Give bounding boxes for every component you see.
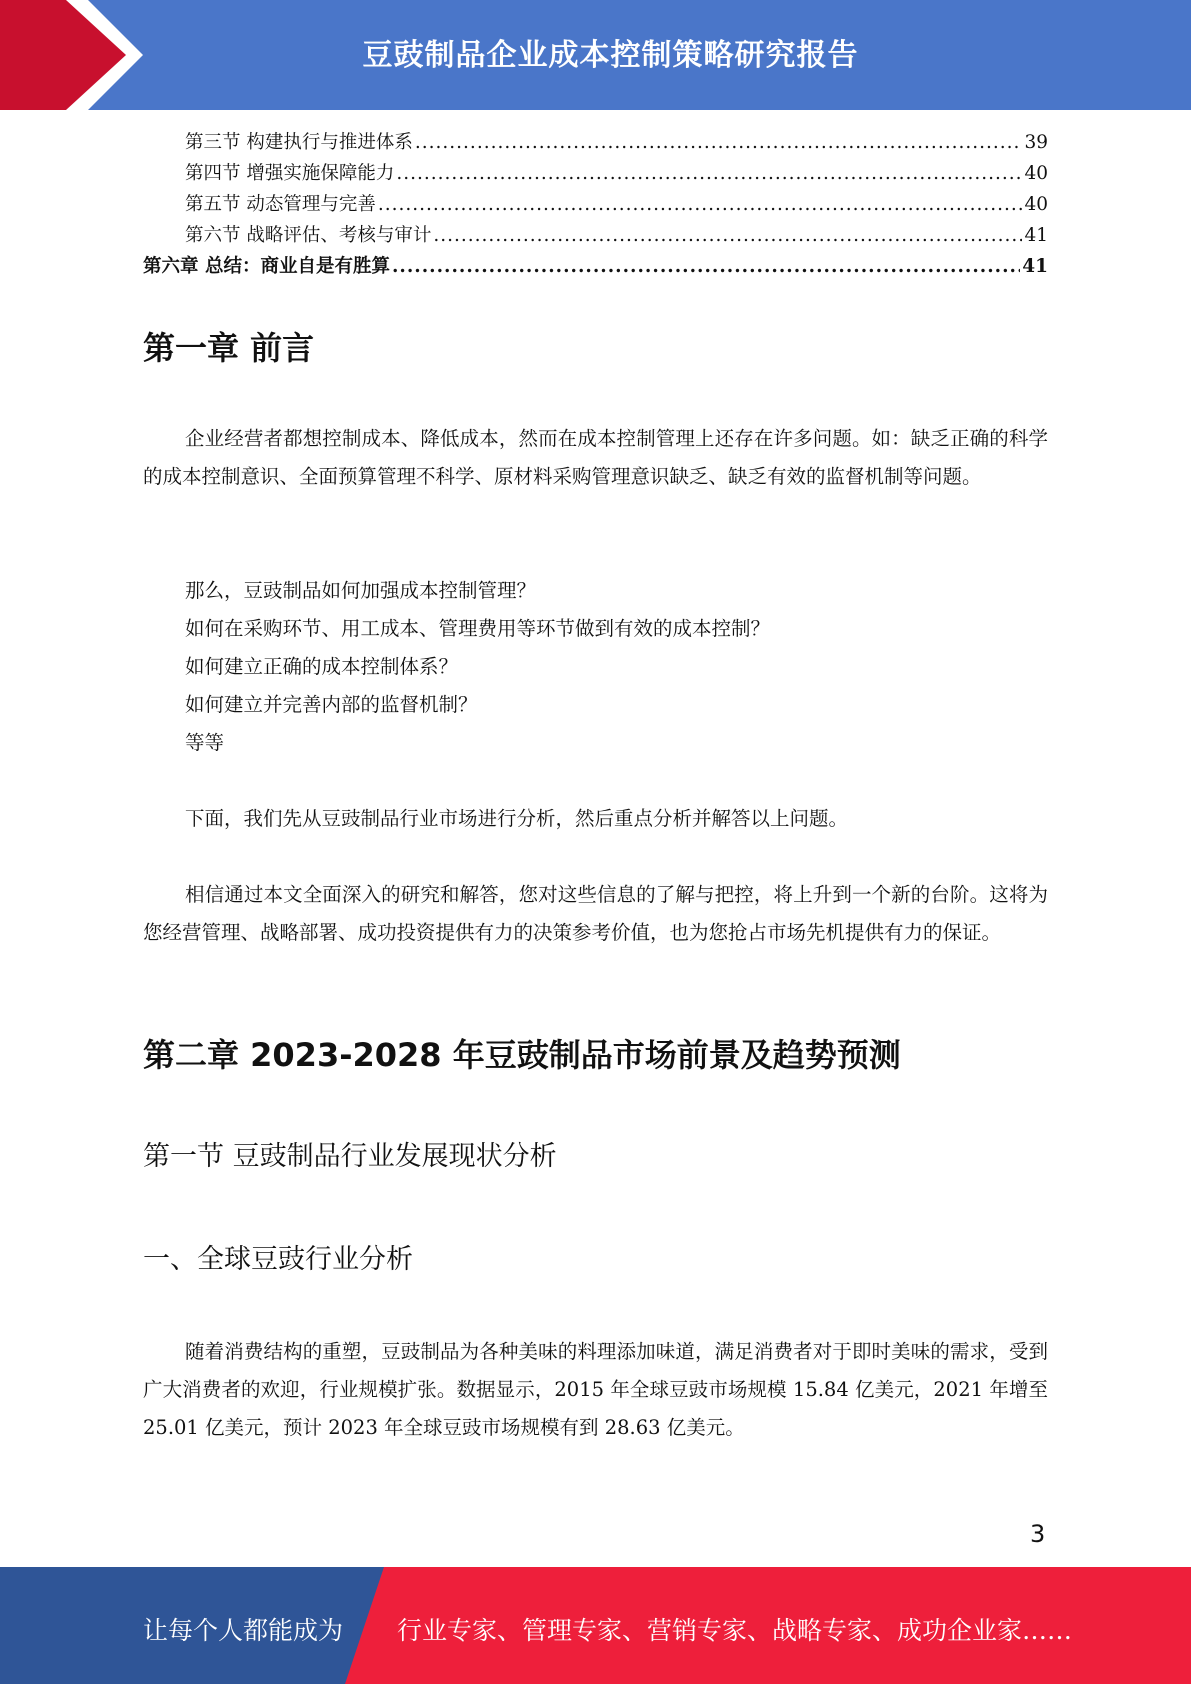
question-line: 等等 <box>185 731 225 754</box>
chapter2-subsection1-block <box>143 1243 1048 1277</box>
toc-item-page: 41 <box>1024 225 1048 246</box>
section-title: 第一节 豆豉制品行业发展现状分析 <box>143 1141 557 1172</box>
toc-item[interactable] <box>143 159 1048 190</box>
toc-chapter-item[interactable] <box>143 252 1048 283</box>
chapter1-title: 第一章 前言 <box>143 329 315 367</box>
footer-banner <box>0 1567 1191 1684</box>
question-line: 那么，豆豉制品如何加强成本控制管理？ <box>185 579 537 602</box>
toc-item-page: 41 <box>1022 256 1048 277</box>
toc-item-label: 第四节 增强实施保障能力 <box>185 163 395 184</box>
header-banner <box>0 0 1191 110</box>
chapter2-heading-block <box>143 1035 1048 1075</box>
toc-item-label: 第三节 构建执行与推进体系 <box>185 132 413 153</box>
toc-item-label: 第六节 战略评估、考核与审计 <box>185 225 432 246</box>
chapter1-intro-block <box>143 420 1048 496</box>
chapter1-paragraph-2: 下面，我们先从豆豉制品行业市场进行分析，然后重点分析并解答以上问题。 <box>185 807 849 830</box>
toc-item-label: 第六章 总结：商业自是有胜算 <box>143 256 390 277</box>
chapter1-questions <box>143 572 1048 762</box>
question-line: 如何建立正确的成本控制体系？ <box>185 655 459 678</box>
footer-slogan-left: 让每个人都能成为 <box>143 1616 344 1645</box>
toc-item-page: 40 <box>1024 163 1048 184</box>
chapter1-para2-block <box>143 800 1048 838</box>
chapter1-intro-paragraph: 企业经营者都想控制成本、降低成本，然而在成本控制管理上还存在许多问题。如：缺乏正确的科学的成本控制意识、全面预算管理不科学、原材料采购管理意识缺乏、缺乏有效的监督机制等问题。 <box>143 427 1048 488</box>
chapter1-heading-block <box>143 328 1048 368</box>
chapter2-para1-block <box>143 1333 1048 1447</box>
chapter2-title: 第二章 2023-2028 年豆豉制品市场前景及趋势预测 <box>143 1036 901 1074</box>
toc-leader-dots <box>378 194 1023 215</box>
toc-item-page: 39 <box>1024 132 1048 153</box>
toc-leader-dots <box>415 132 1023 153</box>
page-number: 3 <box>1030 1520 1046 1548</box>
footer-slogan-right: 行业专家、管理专家、营销专家、战略专家、成功企业家…… <box>397 1616 1073 1645</box>
toc-item[interactable] <box>143 221 1048 252</box>
chapter1-paragraph-3: 相信通过本文全面深入的研究和解答，您对这些信息的了解与把控，将上升到一个新的台阶。这将为您经营管理、战略部署、成功投资提供有力的决策参考价值，也为您抢占市场先机提供有力的保证。 <box>143 883 1048 944</box>
toc-leader-dots <box>433 225 1022 246</box>
chapter2-section1-block <box>143 1140 1048 1174</box>
chapter2-paragraph-1: 随着消费结构的重塑，豆豉制品为各种美味的料理添加味道，满足消费者对于即时美味的需求，受到广大消费者的欢迎，行业规模扩张。数据显示，2015 年全球豆豉市场规模 15.84 亿美元，2021 年增至 25.01 亿美元，预计 2023 年全球豆豉市场规模有到 28.63 亿美元。 <box>143 1340 1048 1439</box>
toc-item[interactable] <box>143 190 1048 221</box>
table-of-contents <box>143 128 1048 283</box>
report-title: 豆豉制品企业成本控制策略研究报告 <box>362 38 859 73</box>
question-line: 如何在采购环节、用工成本、管理费用等环节做到有效的成本控制？ <box>185 617 771 640</box>
subsection-title: 一、全球豆豉行业分析 <box>143 1244 413 1275</box>
toc-item-page: 40 <box>1024 194 1048 215</box>
toc-item-label: 第五节 动态管理与完善 <box>185 194 376 215</box>
toc-item[interactable] <box>143 128 1048 159</box>
chapter1-para3-block <box>143 876 1048 952</box>
question-line: 如何建立并完善内部的监督机制？ <box>185 693 478 716</box>
toc-leader-dots <box>392 256 1020 277</box>
toc-leader-dots <box>396 163 1022 184</box>
